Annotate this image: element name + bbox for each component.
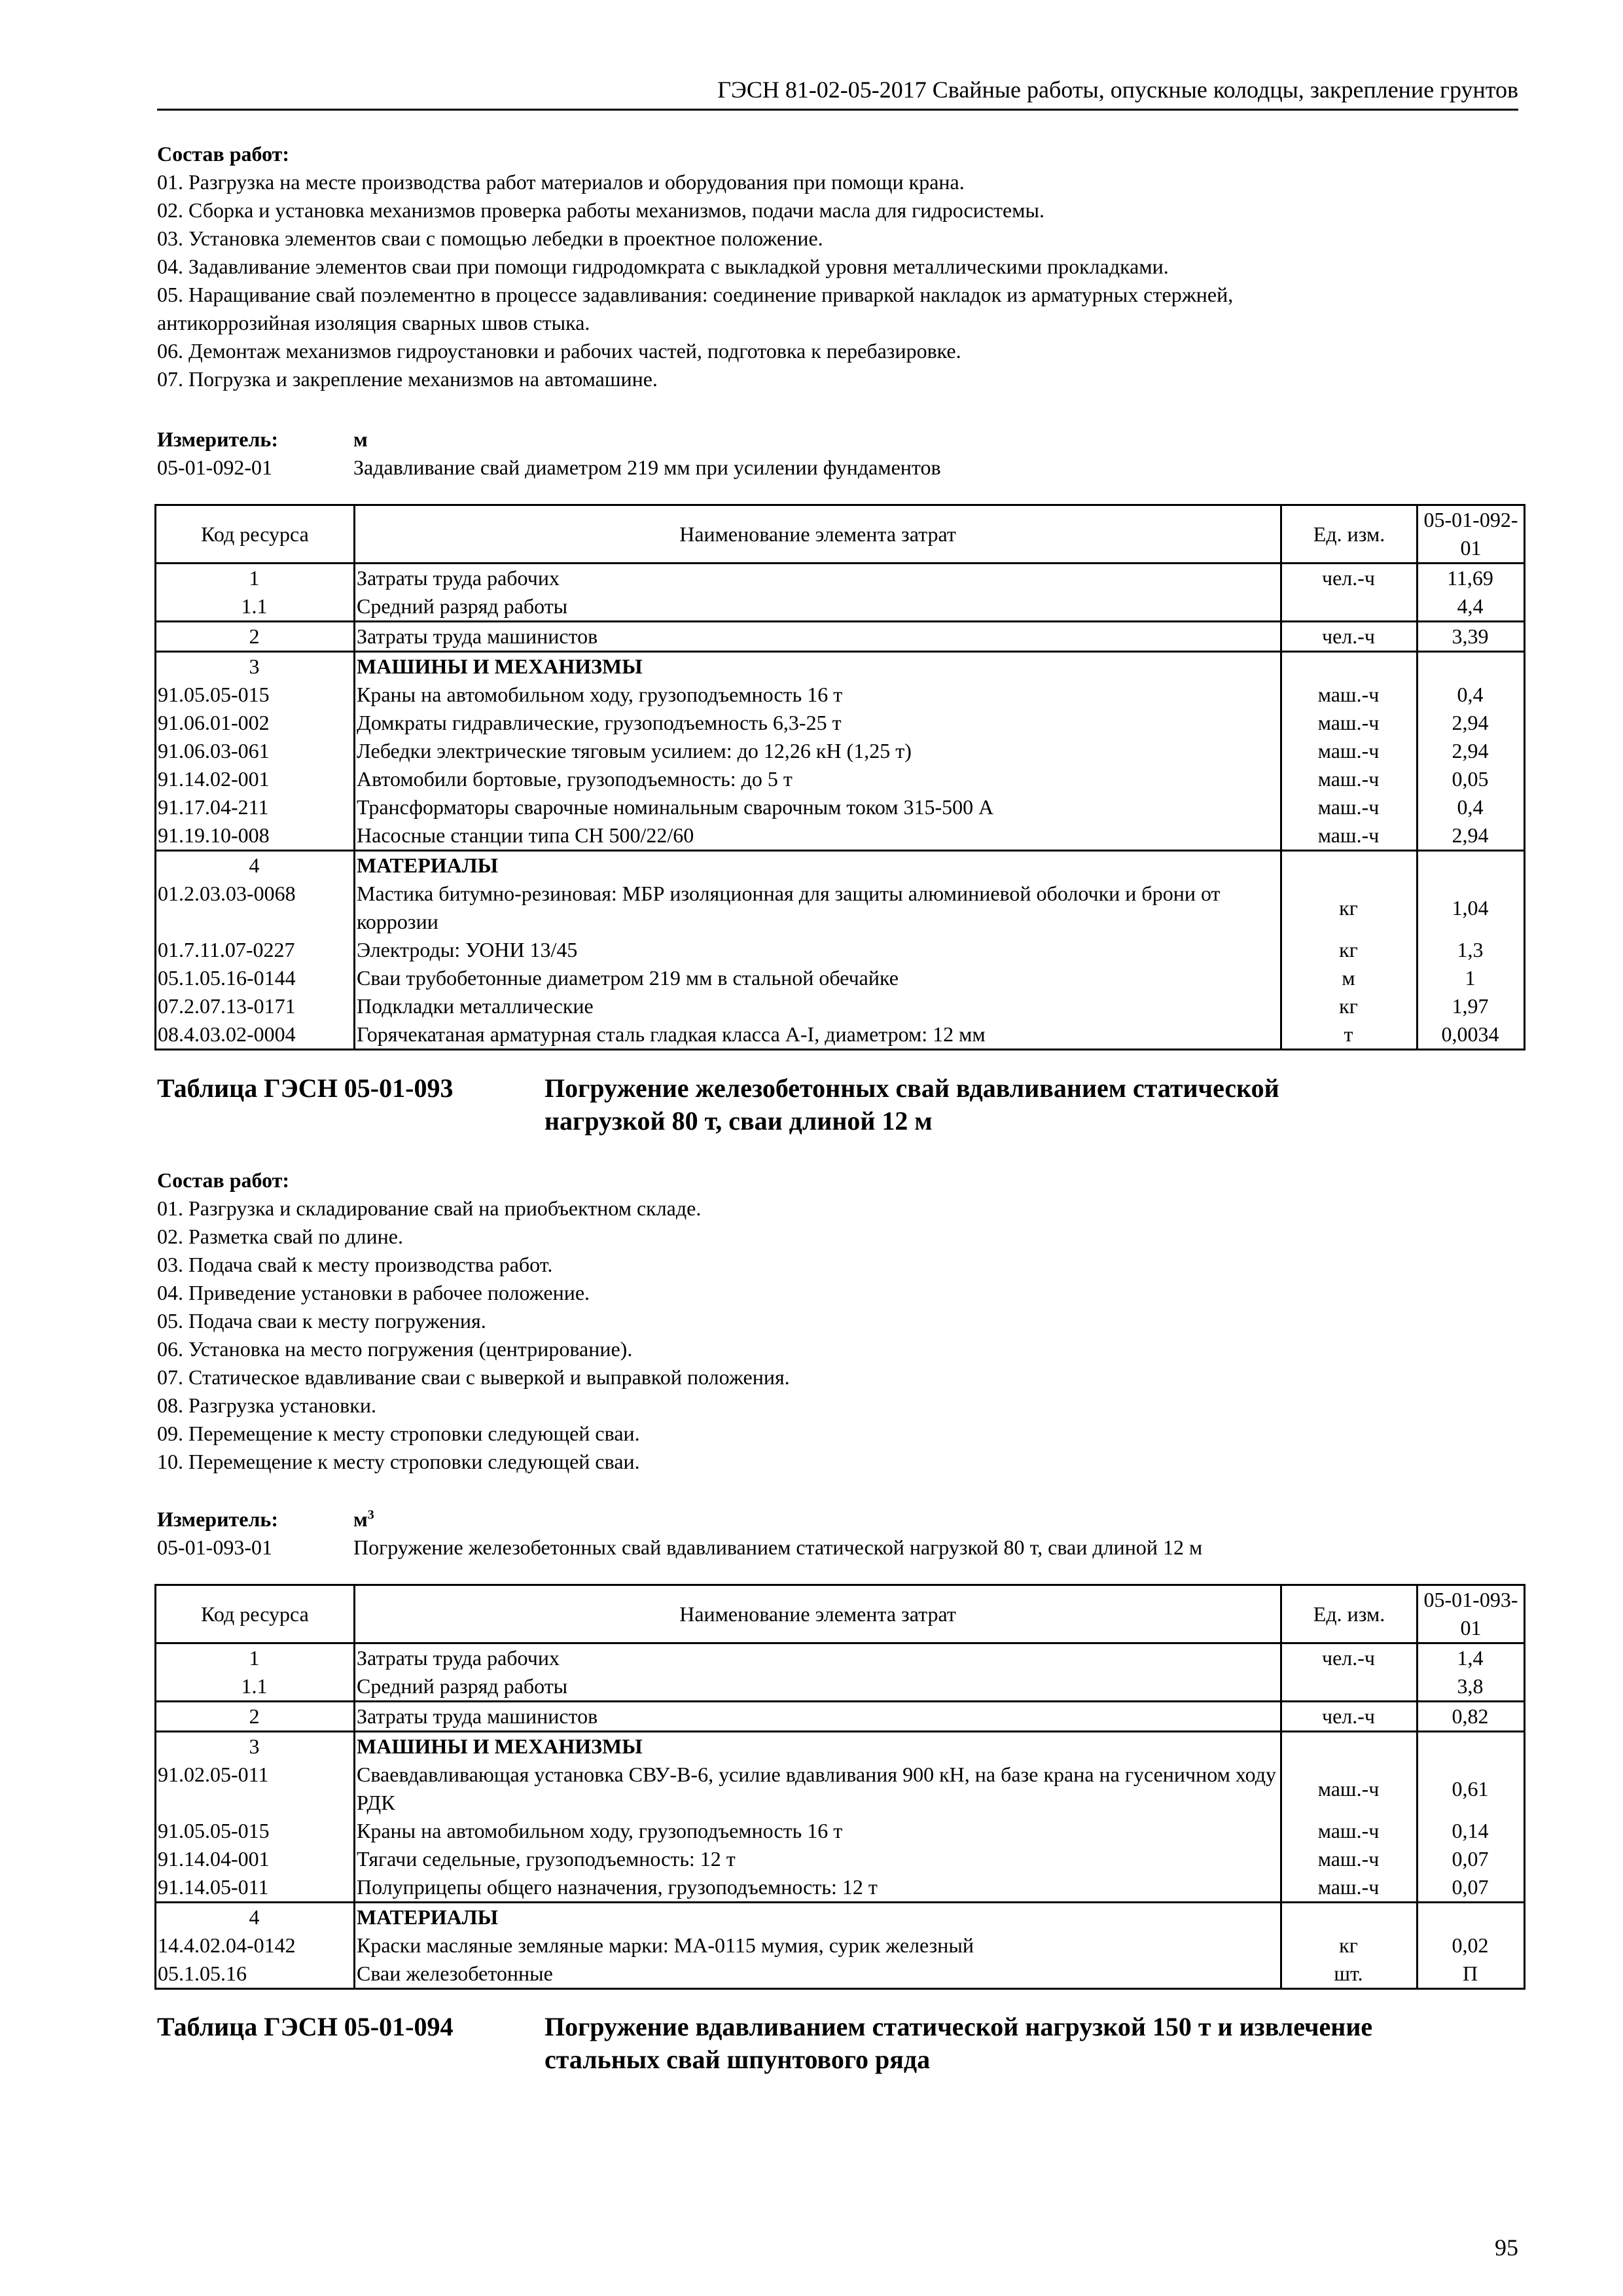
header-resource-code: Код ресурса <box>156 505 355 564</box>
table-code: Таблица ГЭСН 05-01-094 <box>157 2012 454 2041</box>
resource-code-cell: 91.14.05-011 <box>156 1873 355 1903</box>
quantity-cell: 1,4 <box>1418 1643 1525 1673</box>
cost-element-cell: Затраты труда рабочих <box>355 1643 1281 1673</box>
work-composition-title: Состав работ: <box>157 1168 290 1192</box>
table-row <box>156 1873 1525 1903</box>
unit-cell: маш.-ч <box>1281 793 1418 821</box>
work-item: 10. Перемещение к месту строповки следующей сваи. <box>157 1450 640 1473</box>
unit-cell: кг <box>1281 992 1418 1020</box>
unit-cell <box>1281 851 1418 880</box>
resource-code-cell: 91.02.05-011 <box>156 1761 355 1817</box>
work-item: 07. Погрузка и закрепление механизмов на автомашине. <box>157 367 658 391</box>
table-code: Таблица ГЭСН 05-01-093 <box>157 1073 454 1103</box>
unit-cell: маш.-ч <box>1281 765 1418 793</box>
cost-element-cell: Затраты труда машинистов <box>355 1702 1281 1732</box>
norm-code-text: 05-01-092-01 <box>1423 508 1518 560</box>
cost-element-cell: МАТЕРИАЛЫ <box>355 1903 1281 1932</box>
resource-code-cell: 1.1 <box>156 592 355 622</box>
table-row <box>156 1817 1525 1845</box>
resource-code-cell: 4 <box>156 1903 355 1932</box>
cost-element-cell: Электроды: УОНИ 13/45 <box>355 936 1281 964</box>
resource-code-cell: 1.1 <box>156 1672 355 1702</box>
header-resource-code: Код ресурса <box>156 1585 355 1643</box>
table-name-line: нагрузкой 80 т, сваи длиной 12 м <box>544 1106 933 1136</box>
cost-element-cell: Средний разряд работы <box>355 1672 1281 1702</box>
quantity-cell: 0,4 <box>1418 793 1525 821</box>
unit-cell: шт. <box>1281 1960 1418 1989</box>
unit-cell: маш.-ч <box>1281 1817 1418 1845</box>
table-row <box>156 1702 1525 1732</box>
quantity-cell: 2,94 <box>1418 821 1525 851</box>
table-row <box>156 964 1525 992</box>
cost-element-cell: Средний разряд работы <box>355 592 1281 622</box>
work-items-list <box>157 1194 1518 1476</box>
meter-unit-base: м <box>353 1507 368 1531</box>
table-header-row <box>156 505 1525 564</box>
unit-cell: кг <box>1281 936 1418 964</box>
work-items-list <box>157 168 1518 393</box>
unit-cell: маш.-ч <box>1281 1761 1418 1817</box>
quantity-cell <box>1418 851 1525 880</box>
resource-code-cell: 3 <box>156 1732 355 1761</box>
header-unit: Ед. изм. <box>1281 505 1418 564</box>
work-item: 01. Разгрузка на месте производства работ материалов и оборудования при помощи крана. <box>157 170 965 194</box>
resource-code-cell: 05.1.05.16-0144 <box>156 964 355 992</box>
unit-cell: маш.-ч <box>1281 681 1418 709</box>
unit-cell: маш.-ч <box>1281 709 1418 737</box>
unit-cell <box>1281 652 1418 681</box>
table-name-line: Погружение вдавливанием статической нагрузкой 150 т и извлечение <box>544 2012 1373 2041</box>
cost-element-cell: Затраты труда машинистов <box>355 622 1281 652</box>
table-row <box>156 709 1525 737</box>
cost-element-cell: Насосные станции типа СН 500/22/60 <box>355 821 1281 851</box>
table-row <box>156 1732 1525 1761</box>
work-item: 03. Подача свай к месту производства работ. <box>157 1253 553 1276</box>
work-item: 04. Задавливание элементов сваи при помощи гидродомкрата с выкладкой уровня металлическими прокладками. <box>157 255 1169 278</box>
quantity-cell: 2,94 <box>1418 737 1525 765</box>
resource-code-cell: 91.14.02-001 <box>156 765 355 793</box>
table-row <box>156 851 1525 880</box>
header-cost-element: Наименование элемента затрат <box>355 1585 1281 1643</box>
quantity-cell <box>1418 1903 1525 1932</box>
meter-unit: м <box>353 427 368 451</box>
table-row <box>156 821 1525 851</box>
work-item: 09. Перемещение к месту строповки следующей сваи. <box>157 1422 640 1445</box>
resource-code-cell: 01.7.11.07-0227 <box>156 936 355 964</box>
cost-element-cell: Домкраты гидравлические, грузоподъемность 6,3-25 т <box>355 709 1281 737</box>
quantity-cell: П <box>1418 1960 1525 1989</box>
unit-cell: чел.-ч <box>1281 622 1418 652</box>
quantity-cell: 0,14 <box>1418 1817 1525 1845</box>
unit-cell: чел.-ч <box>1281 564 1418 593</box>
cost-element-cell: Сваи железобетонные <box>355 1960 1281 1989</box>
work-composition-2 <box>157 1166 1518 1476</box>
quantity-cell: 3,39 <box>1418 622 1525 652</box>
resource-code-cell: 05.1.05.16 <box>156 1960 355 1989</box>
unit-cell <box>1281 1903 1418 1932</box>
table-name <box>544 1072 1520 1138</box>
table-row <box>156 737 1525 765</box>
table-row <box>156 681 1525 709</box>
page-number: 95 <box>1495 2234 1518 2261</box>
unit-cell: чел.-ч <box>1281 1702 1418 1732</box>
work-item: 08. Разгрузка установки. <box>157 1393 376 1417</box>
table-row <box>156 793 1525 821</box>
unit-cell <box>1281 1672 1418 1702</box>
work-item: 06. Демонтаж механизмов гидроустановки и рабочих частей, подготовка к перебазировке. <box>157 339 961 363</box>
cost-element-cell: Мастика битумно-резиновая: МБР изоляционная для защиты алюминиевой оболочки и брони от коррозии <box>355 880 1281 936</box>
position-code: 05-01-092-01 <box>157 456 272 479</box>
cost-element-cell: Сваи трубобетонные диаметром 219 мм в стальной обечайке <box>355 964 1281 992</box>
quantity-cell: 1,97 <box>1418 992 1525 1020</box>
resource-code-cell: 91.05.05-015 <box>156 681 355 709</box>
cost-element-cell: МАТЕРИАЛЫ <box>355 851 1281 880</box>
resource-code-cell: 91.19.10-008 <box>156 821 355 851</box>
work-composition-title: Состав работ: <box>157 142 290 166</box>
unit-cell: маш.-ч <box>1281 1873 1418 1903</box>
position-code: 05-01-093-01 <box>157 1535 272 1559</box>
table-name-line: Погружение железобетонных свай вдавливанием статической <box>544 1073 1279 1103</box>
resource-code-cell: 1 <box>156 1643 355 1673</box>
work-composition-1 <box>157 140 1518 393</box>
resource-code-cell: 91.05.05-015 <box>156 1817 355 1845</box>
work-item: антикоррозийная изоляция сварных швов стыка. <box>157 311 590 334</box>
meter-label: Измеритель: <box>157 427 278 451</box>
quantity-cell: 0,4 <box>1418 681 1525 709</box>
running-header: ГЭСН 81-02-05-2017 Свайные работы, опускные колодцы, закрепление грунтов <box>157 73 1518 111</box>
table-row <box>156 765 1525 793</box>
work-item: 02. Разметка свай по длине. <box>157 1225 403 1248</box>
cost-element-cell: Лебедки электрические тяговым усилием: до 12,26 кН (1,25 т) <box>355 737 1281 765</box>
cost-element-cell: Полуприцепы общего назначения, грузоподъемность: 12 т <box>355 1873 1281 1903</box>
cost-element-cell: Автомобили бортовые, грузоподъемность: до 5 т <box>355 765 1281 793</box>
quantity-cell: 1 <box>1418 964 1525 992</box>
resource-code-cell: 91.06.03-061 <box>156 737 355 765</box>
resource-code-cell: 91.14.04-001 <box>156 1845 355 1873</box>
quantity-cell: 1,3 <box>1418 936 1525 964</box>
quantity-cell: 0,82 <box>1418 1702 1525 1732</box>
resource-code-cell: 91.17.04-211 <box>156 793 355 821</box>
quantity-cell: 2,94 <box>1418 709 1525 737</box>
table-row <box>156 992 1525 1020</box>
quantity-cell: 11,69 <box>1418 564 1525 593</box>
cost-element-cell: МАШИНЫ И МЕХАНИЗМЫ <box>355 1732 1281 1761</box>
quantity-cell <box>1418 1732 1525 1761</box>
cost-element-cell: Затраты труда рабочих <box>355 564 1281 593</box>
work-item: 03. Установка элементов сваи с помощью лебедки в проектное положение. <box>157 226 823 250</box>
resource-code-cell: 14.4.02.04-0142 <box>156 1931 355 1960</box>
position-name: Задавливание свай диаметром 219 мм при усилении фундаментов <box>353 456 941 479</box>
resource-code-cell: 3 <box>156 652 355 681</box>
work-item: 02. Сборка и установка механизмов проверка работы механизмов, подачи масла для гидросистемы. <box>157 198 1044 222</box>
unit-cell: маш.-ч <box>1281 1845 1418 1873</box>
quantity-cell: 1,04 <box>1418 880 1525 936</box>
unit-cell: маш.-ч <box>1281 737 1418 765</box>
cost-element-cell: Трансформаторы сварочные номинальным сварочным током 315-500 А <box>355 793 1281 821</box>
table-row <box>156 1020 1525 1050</box>
quantity-cell: 0,05 <box>1418 765 1525 793</box>
work-item: 04. Приведение установки в рабочее положение. <box>157 1281 590 1304</box>
cost-element-cell: Тягачи седельные, грузоподъемность: 12 т <box>355 1845 1281 1873</box>
norm-code-text: 05-01-093-01 <box>1423 1588 1518 1640</box>
cost-element-cell: Краски масляные земляные марки: МА-0115 мумия, сурик железный <box>355 1931 1281 1960</box>
cost-element-cell: Краны на автомобильном ходу, грузоподъемность 16 т <box>355 1817 1281 1845</box>
resource-code-cell: 4 <box>156 851 355 880</box>
meter-unit-exponent: 3 <box>367 1507 374 1522</box>
table-row <box>156 564 1525 593</box>
table-row <box>156 936 1525 964</box>
table-row <box>156 1903 1525 1932</box>
work-item: 01. Разгрузка и складирование свай на приобъектном складе. <box>157 1196 702 1220</box>
unit-cell <box>1281 1732 1418 1761</box>
resource-code-cell: 91.06.01-002 <box>156 709 355 737</box>
table-name-line: стальных свай шпунтового ряда <box>544 2045 931 2074</box>
table-row <box>156 1931 1525 1960</box>
cost-element-cell: Подкладки металлические <box>355 992 1281 1020</box>
work-item: 07. Статическое вдавливание сваи с выверкой и выправкой положения. <box>157 1365 790 1389</box>
cost-element-cell: Краны на автомобильном ходу, грузоподъемность 16 т <box>355 681 1281 709</box>
unit-cell <box>1281 592 1418 622</box>
unit-cell: т <box>1281 1020 1418 1050</box>
header-norm-code <box>1418 1585 1525 1643</box>
resource-code-cell: 1 <box>156 564 355 593</box>
position-name: Погружение железобетонных свай вдавливанием статической нагрузкой 80 т, сваи длиной 12 м <box>353 1535 1203 1559</box>
unit-cell: маш.-ч <box>1281 821 1418 851</box>
quantity-cell: 3,8 <box>1418 1672 1525 1702</box>
cost-element-cell: Горячекатаная арматурная сталь гладкая класса А-I, диаметром: 12 мм <box>355 1020 1281 1050</box>
table-row <box>156 1845 1525 1873</box>
quantity-cell <box>1418 652 1525 681</box>
work-item: 05. Наращивание свай поэлементно в процессе задавливания: соединение приваркой накладок из арматурных стержней, <box>157 283 1234 306</box>
resource-code-cell: 2 <box>156 1702 355 1732</box>
table-row <box>156 1643 1525 1673</box>
resource-table-05-01-093 <box>154 1584 1525 1990</box>
quantity-cell: 0,07 <box>1418 1873 1525 1903</box>
table-row <box>156 622 1525 652</box>
quantity-cell: 0,61 <box>1418 1761 1525 1817</box>
meter-label: Измеритель: <box>157 1507 278 1531</box>
quantity-cell: 0,0034 <box>1418 1020 1525 1050</box>
unit-cell: кг <box>1281 1931 1418 1960</box>
table-row <box>156 652 1525 681</box>
quantity-cell: 0,07 <box>1418 1845 1525 1873</box>
cost-element-cell: Сваевдавливающая установка СВУ-В-6, усилие вдавливания 900 кН, на базе крана на гусеничном ходу РДК <box>355 1761 1281 1817</box>
header-cost-element: Наименование элемента затрат <box>355 505 1281 564</box>
header-unit: Ед. изм. <box>1281 1585 1418 1643</box>
table-row <box>156 1672 1525 1702</box>
unit-cell: кг <box>1281 880 1418 936</box>
quantity-cell: 4,4 <box>1418 592 1525 622</box>
resource-code-cell: 07.2.07.13-0171 <box>156 992 355 1020</box>
resource-code-cell: 2 <box>156 622 355 652</box>
table-row <box>156 1960 1525 1989</box>
meter-unit <box>353 1505 374 1534</box>
table-name <box>544 2011 1520 2076</box>
table-row <box>156 592 1525 622</box>
unit-cell: м <box>1281 964 1418 992</box>
work-item: 05. Подача сваи к месту погружения. <box>157 1309 486 1333</box>
table-header-row <box>156 1585 1525 1643</box>
cost-element-cell: МАШИНЫ И МЕХАНИЗМЫ <box>355 652 1281 681</box>
resource-table-05-01-092 <box>154 504 1525 1050</box>
resource-code-cell: 01.2.03.03-0068 <box>156 880 355 936</box>
header-norm-code <box>1418 505 1525 564</box>
work-item: 06. Установка на место погружения (центрирование). <box>157 1337 633 1361</box>
resource-code-cell: 08.4.03.02-0004 <box>156 1020 355 1050</box>
table-row <box>156 1761 1525 1817</box>
unit-cell: чел.-ч <box>1281 1643 1418 1673</box>
table-row <box>156 880 1525 936</box>
quantity-cell: 0,02 <box>1418 1931 1525 1960</box>
